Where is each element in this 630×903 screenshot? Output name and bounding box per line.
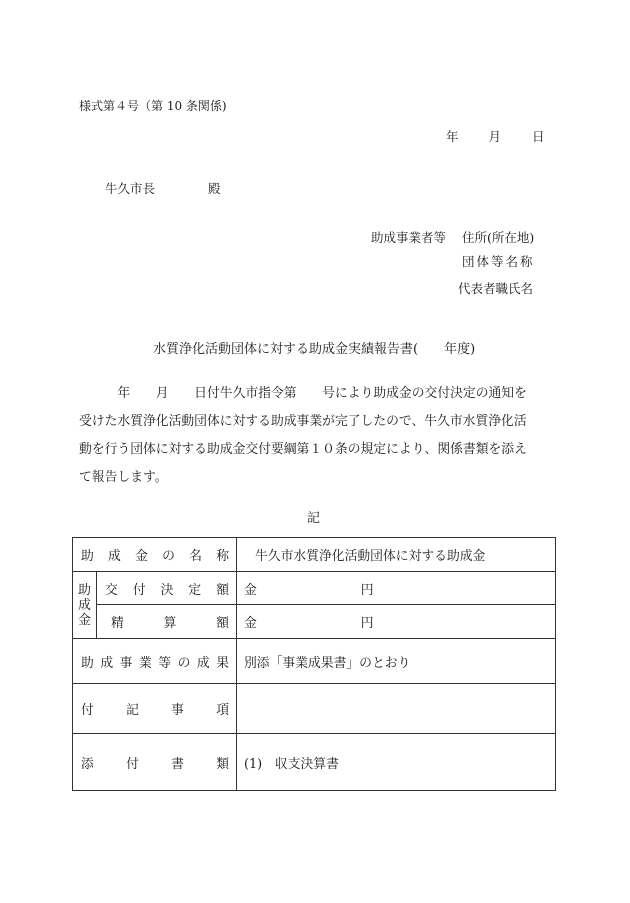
currency-prefix: 金: [244, 582, 257, 598]
form-number: 様式第４号（第 10 条関係): [79, 99, 227, 113]
report-table: [72, 537, 556, 791]
decided-amount-label: 交付決定額: [97, 572, 237, 605]
date-year: 年: [446, 129, 459, 144]
currency-prefix: 金: [244, 616, 257, 631]
table-row: [73, 684, 556, 734]
attachments-value: (1) 収支決算書: [237, 734, 556, 791]
table-row: [73, 639, 556, 684]
date-month: 月: [488, 129, 502, 144]
addressee: [105, 179, 221, 197]
body-line: 受けた水質浄化活動団体に対する助成事業が完了したので、牛久市水質浄化活: [79, 414, 527, 429]
ki-heading: 記: [307, 511, 321, 526]
grant-name-value: 牛久市水質浄化活動団体に対する助成金: [237, 538, 556, 572]
results-value: 別添「事業成果書」のとおり: [237, 639, 556, 684]
addressee-name: 牛久市長: [105, 181, 156, 196]
table-row: [73, 572, 556, 605]
body-line: 年 月 日付牛久市指令第 号により助成金の交付決定の通知を: [79, 386, 527, 401]
attachments-label: 添付書類: [73, 734, 237, 791]
table-row: [73, 605, 556, 639]
settled-amount-value[interactable]: [237, 605, 556, 639]
address-label: 住所(所在地): [462, 230, 535, 245]
applicant-label: 助成事業者等: [371, 230, 447, 245]
grant-name-label: 助成金の名称: [73, 538, 237, 572]
representative-label: 代表者職氏名: [458, 281, 534, 296]
currency-suffix: 円: [360, 616, 374, 631]
table-row: [73, 734, 556, 791]
currency-suffix: 円: [360, 582, 374, 598]
applicant-block: [371, 228, 534, 246]
date-day: 日: [532, 129, 545, 144]
date-line: [446, 127, 545, 145]
notes-value[interactable]: [237, 684, 556, 734]
group-name-label: 団体等名称: [462, 254, 535, 269]
table-row: [73, 538, 556, 572]
body-line: 動を行う団体に対する助成金交付要綱第１０条の規定により、関係書類を添え: [79, 442, 527, 457]
addressee-honorific: 殿: [208, 181, 221, 196]
body-text: [79, 380, 553, 492]
settled-amount-label: 精算額: [97, 605, 237, 639]
decided-amount-value[interactable]: [237, 572, 556, 605]
report-title: 水質浄化活動団体に対する助成金実績報告書( 年度): [153, 342, 476, 357]
notes-label: 付記事項: [73, 684, 237, 734]
results-label: 助成事業等の成果: [73, 639, 237, 684]
body-line: て報告します。: [79, 470, 168, 485]
grant-group-label: 助成金: [73, 572, 97, 639]
